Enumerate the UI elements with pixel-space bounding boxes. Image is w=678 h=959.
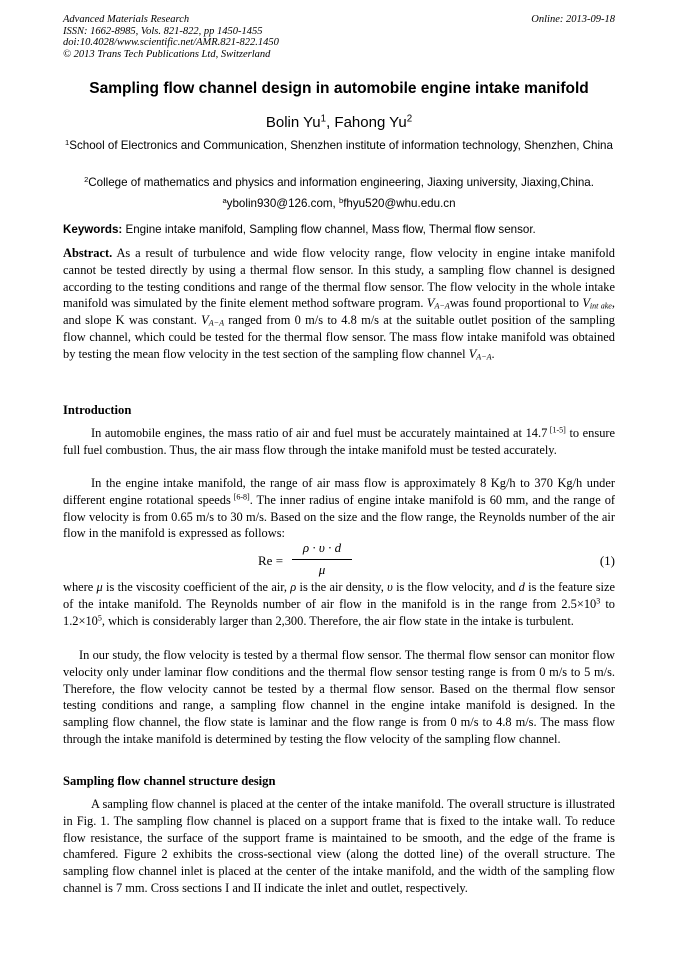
structure-heading: Sampling flow channel structure design — [63, 774, 276, 788]
p3-text-b: is the air density, — [296, 580, 388, 594]
ref-1-5[interactable]: [1-5] — [547, 425, 566, 435]
intro-p1-text-b: to ensure full fuel combustion. Thus, the air mass flow through the intake manifold must be tested accurately. — [63, 426, 616, 457]
author-emails — [63, 196, 615, 212]
p3-text-f: , which is considerably larger than 2,300. Therefore, the air flow state in the intake is turbulent. — [101, 613, 574, 628]
paper-title: Sampling flow channel design in automobile engine intake manifold — [89, 80, 589, 97]
introduction-heading: Introduction — [63, 403, 132, 417]
sub-intake: int ake — [589, 302, 612, 311]
abstract-text-3: , and slope K was constant. — [63, 296, 615, 328]
email-a-marker: a — [222, 195, 227, 205]
where-text: where — [63, 580, 97, 594]
intro-paragraph-2 — [63, 475, 615, 542]
symbol-mu: μ — [96, 580, 103, 594]
email-b-marker: b — [339, 195, 344, 205]
email-b[interactable]: fhyu520@whu.edu.cn — [343, 197, 456, 210]
abstract-text-2: was found proportional to — [449, 296, 583, 311]
keywords-label: Keywords: — [63, 223, 123, 236]
symbol-upsilon: υ — [387, 580, 393, 594]
affiliation-2 — [50, 175, 628, 191]
intro-paragraph-1 — [63, 425, 615, 459]
sub-aa: A−A — [434, 302, 450, 311]
p3-text-c: is the flow velocity, and — [392, 580, 519, 594]
intro-p2-text-a: In the engine intake manifold, the range of air mass flow is approximately 8 Kg/h to 370 Kg/h under different engine rotational speeds — [63, 476, 615, 507]
equation-number: (1) — [599, 553, 615, 568]
affiliation-2-marker: 2 — [84, 174, 89, 184]
keywords — [63, 223, 623, 236]
author-line — [0, 114, 678, 131]
author-2-affil: 2 — [406, 113, 413, 125]
abstract — [63, 245, 615, 363]
copyright-line: © 2013 Trans Tech Publications Ltd, Switzerland — [63, 48, 271, 60]
var-v-aa-2: V — [201, 313, 209, 328]
author-separator: , — [326, 114, 335, 131]
var-v-aa-3: V — [468, 346, 477, 361]
affiliation-1-marker: 1 — [65, 137, 70, 147]
ref-6-8[interactable]: [6-8] — [230, 492, 250, 502]
journal-header — [63, 14, 279, 60]
p3-text-a: is the viscosity coefficient of the air, — [102, 580, 291, 594]
sub-aa-2: A−A — [208, 318, 224, 328]
online-date: Online: 2013-09-18 — [531, 14, 615, 25]
doi-line[interactable]: doi:10.4028/www.scientific.net/AMR.821-822.1450 — [63, 37, 279, 49]
sub-aa-3: A−A — [476, 352, 492, 362]
intro-paragraph-3 — [63, 579, 615, 629]
affiliation-2-text: College of mathematics and physics and information engineering, Jiaxing university, Jiaxing,China. — [88, 176, 594, 189]
affiliation-1-text: School of Electronics and Communication, Shenzhen institute of information technology, Shenzhen, China — [69, 139, 613, 152]
var-v-intake: V — [582, 296, 590, 311]
abstract-label: Abstract. — [63, 246, 113, 260]
symbol-d: d — [518, 580, 525, 594]
intro-p1-text-a: In automobile engines, the mass ratio of air and fuel must be accurately maintained at 14.7 — [91, 426, 548, 440]
author-1-affil: 1 — [320, 113, 327, 125]
abstract-text-5: . — [491, 346, 495, 361]
affiliation-1 — [63, 138, 615, 154]
issn-line: ISSN: 1662-8985, Vols. 821-822, pp 1450-1455 — [63, 25, 263, 37]
equation-1 — [258, 540, 615, 580]
structure-paragraph-1: A sampling flow channel is placed at the center of the intake manifold. The overall structure is illustrated in Fig. 1. The sampling flow channel is placed on a support frame that is fixed to the intake wall. To reduce flow resistance, the surface of the support frame is maintained to be smooth, and the edge of the frame is chamfered. Figure 2 exhibits the cross-sectional view (along the dotted line) of the overall structure. The sampling flow channel inlet is placed at the center of the intake manifold, and the width of the sampling flow channel is 7 mm. Cross sections I and II indicate the inlet and outlet, respectively. — [63, 797, 615, 895]
keywords-text: Engine intake manifold, Sampling flow channel, Mass flow, Thermal flow sensor. — [122, 223, 536, 236]
equation-fraction — [292, 540, 352, 578]
symbol-rho: ρ — [290, 580, 297, 594]
equation-numerator: ρ · υ · d — [292, 540, 352, 560]
abstract-text-4: ranged from 0 m/s to 4.8 m/s at the suitable outlet position of the sampling flow channel, which could be tested for the thermal flow sensor. The mass flow intake manifold was obtained by testing the mean flow velocity in the test section of the sampling flow channel — [63, 313, 616, 361]
p3-text-e: to 1.2×10 — [63, 596, 615, 628]
author-2: Fahong Yu — [334, 114, 407, 131]
journal-name: Advanced Materials Research — [63, 14, 190, 25]
author-1: Bolin Yu — [265, 114, 321, 131]
p3-text-d: is the feature size of the intake manifold. The Reynolds number of air flow in the manifold is in the range from 2.5×10 — [63, 580, 615, 611]
abstract-text-1: As a result of turbulence and wide flow velocity range, flow velocity in engine intake manifold cannot be tested directly by using a thermal flow sensor. In this study, a sampling flow channel is designed according to the testing conditions and range of the thermal flow sensor. The flow velocity in the whole intake manifold was simulated by the finite element method software program. — [63, 246, 615, 311]
intro-p2-text-b: . The inner radius of engine intake manifold is 60 mm, and the range of flow velocity is from 0.65 m/s to 30 m/s. Based on the size and the flow range, the Reynolds number of the air flow in the manifold is expressed as follows: — [63, 492, 616, 541]
intro-paragraph-4: In our study, the flow velocity is tested by a thermal flow sensor. The thermal flow sensor can monitor flow velocity only under laminar flow conditions and the thermal flow sensor testing range is from 0 m/s to 5 m/s. Therefore, the flow velocity cannot be tested by a thermal flow sensor. Based on the thermal flow sensor testing conditions and range, a sampling flow channel in the engine intake manifold is designed. In the sampling flow channel, the flow state is laminar and the flow range is from 0 m/s to 4.8 m/s. The mass flow through the intake manifold is determined by testing the flow velocity of the sampling flow channel. — [63, 648, 615, 746]
var-v-aa: V — [426, 296, 435, 311]
exponent-3: 3 — [596, 596, 601, 606]
equation-denominator: μ — [318, 562, 326, 577]
exponent-5: 5 — [97, 613, 102, 623]
equation-lhs: Re = — [258, 553, 284, 568]
email-a[interactable]: ybolin930@126.com, — [226, 197, 339, 210]
